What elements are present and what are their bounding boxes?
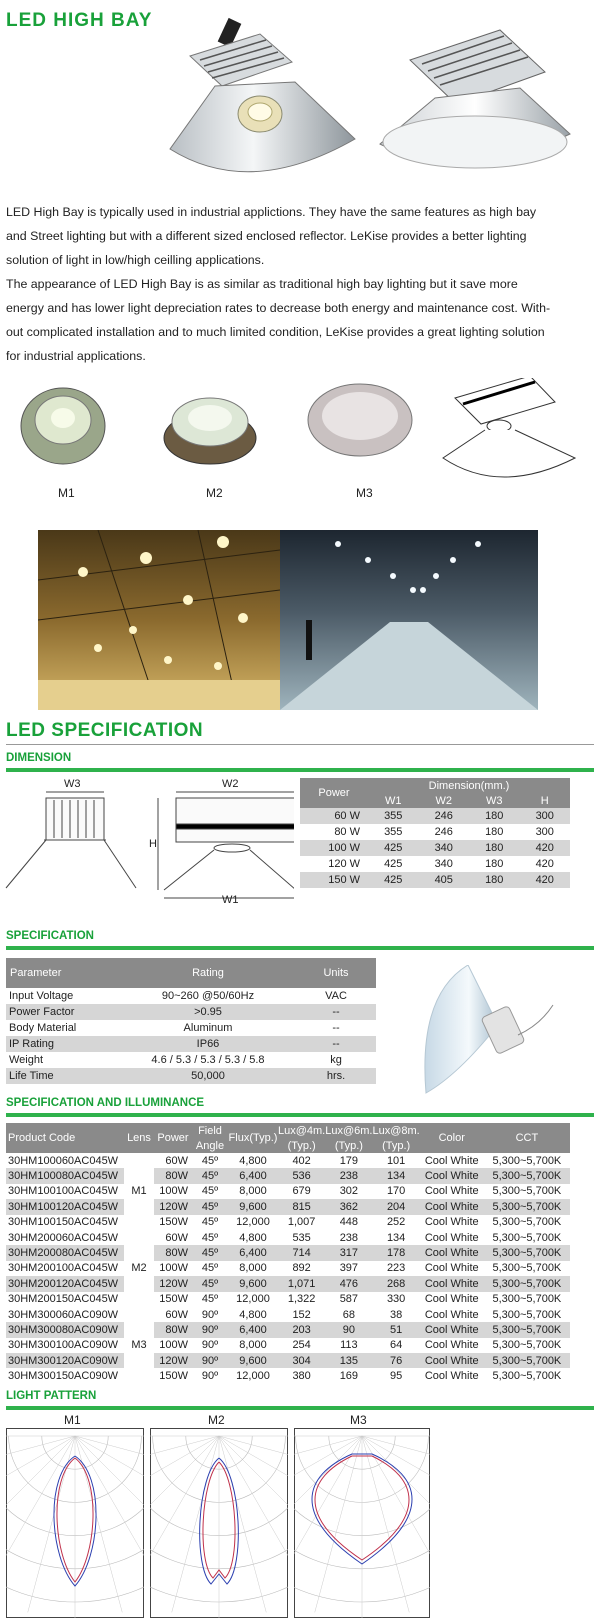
- color-cell: Cool White: [420, 1245, 484, 1260]
- angle-cell: 45º: [192, 1168, 228, 1183]
- lux4-cell: 1,071: [278, 1276, 325, 1291]
- power-cell: 60W: [165, 1308, 188, 1321]
- lux6-cell: 397: [339, 1262, 359, 1275]
- spec-parameter: Power Factor: [6, 1004, 120, 1020]
- lens-caption-m2: M2: [206, 486, 223, 500]
- lux6-cell: 302: [339, 1185, 359, 1198]
- spec-rating: >0.95: [120, 1004, 296, 1020]
- high-bay-product-photos: [160, 14, 580, 194]
- dim-header-w1: W1: [368, 794, 419, 808]
- ill-header-code: Product Code: [6, 1123, 124, 1153]
- specification-row: [6, 1068, 376, 1084]
- lux8-cell: 252: [386, 1216, 406, 1229]
- power-cell: 80W: [154, 1168, 192, 1183]
- power-cell: 100W: [159, 1339, 188, 1352]
- specification-row: [6, 1020, 376, 1036]
- color-cell: Cool White: [424, 1293, 479, 1306]
- spec-rating: Aluminum: [183, 1022, 233, 1034]
- spec-parameter: Life Time: [6, 1068, 120, 1084]
- dimension-cell: 425: [384, 858, 403, 870]
- lens-cell: [124, 1215, 154, 1230]
- angle-cell: 90º: [201, 1370, 219, 1383]
- power-cell: 100W: [159, 1262, 188, 1275]
- lens-cell: [124, 1307, 154, 1322]
- specification-bar: [6, 946, 594, 950]
- intro-line: LED High Bay is typically used in industrial applictions. They have the same features as high bay: [6, 205, 537, 219]
- product-code: 30HM200150AC045W: [8, 1293, 119, 1306]
- lux6-cell: 169: [339, 1370, 359, 1383]
- flux-cell: 9,600: [228, 1276, 278, 1291]
- specification-row: [6, 1004, 376, 1020]
- lux8-cell: 76: [373, 1353, 420, 1368]
- warehouse-photo-cool: [280, 530, 538, 710]
- lens-m1-image: [21, 388, 105, 464]
- cct-cell: 5,300~5,700K: [484, 1245, 570, 1260]
- flux-cell: 8,000: [239, 1339, 267, 1352]
- lens-cell: [124, 1353, 154, 1368]
- dimension-cell: 180: [485, 858, 504, 870]
- color-cell: Cool White: [420, 1168, 484, 1183]
- ill-header-field: Field: [192, 1123, 228, 1138]
- flux-cell: 6,400: [228, 1168, 278, 1183]
- lux4-cell: 1,322: [287, 1293, 316, 1306]
- page-title: LED HIGH BAY: [6, 10, 153, 31]
- ill-header-lux8: Lux@8m.: [372, 1124, 420, 1137]
- lux8-cell: 101: [386, 1154, 406, 1167]
- intro-line: for industrial applications.: [6, 349, 146, 363]
- power-cell: 150W: [159, 1370, 188, 1383]
- power-cell: 120W: [154, 1199, 192, 1214]
- spec-header-rating: Rating: [120, 958, 296, 988]
- flux-cell: 4,800: [239, 1154, 267, 1167]
- illuminance-row: [6, 1307, 570, 1322]
- ill-header-power: Power: [154, 1123, 192, 1153]
- lens-cell: [124, 1292, 154, 1307]
- lux8-cell: 134: [373, 1168, 420, 1183]
- polar-chart-m1: [6, 1428, 144, 1623]
- flux-cell: 12,000: [236, 1216, 270, 1229]
- illuminance-label: SPECIFICATION AND ILLUMINANCE: [6, 1097, 205, 1109]
- dimension-label: DIMENSION: [6, 752, 72, 764]
- angle-cell: 45º: [201, 1185, 219, 1198]
- illuminance-row: [6, 1276, 570, 1291]
- flux-cell: 12,000: [236, 1370, 270, 1383]
- product-code: 30HM200080AC045W: [6, 1245, 124, 1260]
- spec-header-parameter: Parameter: [6, 958, 120, 988]
- dimension-cell: 60 W: [300, 808, 368, 824]
- dimension-cell: 420: [520, 872, 571, 888]
- lens-cell: [124, 1153, 154, 1168]
- lens-m2-image: [164, 398, 256, 464]
- dimension-cell: 425: [368, 872, 419, 888]
- spec-parameter: IP Rating: [6, 1036, 120, 1052]
- cct-cell: 5,300~5,700K: [492, 1185, 562, 1198]
- lux4-cell: 254: [292, 1339, 311, 1352]
- dimension-cell: 180: [469, 840, 520, 856]
- intro-paragraph-1: [6, 200, 594, 272]
- dimension-cell: 246: [434, 826, 453, 838]
- dimension-cell: 340: [434, 858, 453, 870]
- lens-caption-m1: M1: [58, 486, 75, 500]
- lux8-cell: 134: [386, 1231, 406, 1244]
- illuminance-table: [6, 1123, 570, 1384]
- spec-heading: LED SPECIFICATION: [6, 720, 204, 741]
- flux-cell: 12,000: [236, 1293, 270, 1306]
- lens-cell: [124, 1230, 154, 1245]
- spec-units: --: [296, 1036, 376, 1052]
- illuminance-row: [6, 1199, 570, 1214]
- product-code: 30HM100080AC045W: [6, 1168, 124, 1183]
- light-pattern-bar: [6, 1406, 594, 1410]
- ill-header-lux4: Lux@4m.: [278, 1124, 326, 1137]
- ill-header-lens: Lens: [124, 1123, 154, 1153]
- dimension-cell: 100 W: [300, 840, 368, 856]
- dimension-cell: 180: [469, 808, 520, 824]
- spec-header-units: Units: [296, 958, 376, 988]
- cct-cell: 5,300~5,700K: [492, 1262, 562, 1275]
- lux6-cell: 448: [339, 1216, 359, 1229]
- cct-cell: 5,300~5,700K: [492, 1308, 562, 1321]
- lux8-cell: 223: [386, 1262, 406, 1275]
- dimension-cell: 180: [469, 872, 520, 888]
- dimension-cell: 355: [384, 826, 403, 838]
- illuminance-row: [6, 1245, 570, 1260]
- lineart-lamp-image: [443, 378, 575, 477]
- power-cell: 80W: [154, 1245, 192, 1260]
- dim-header-dimension: Dimension(mm.): [368, 778, 570, 794]
- product-code: 30HM100060AC045W: [8, 1154, 119, 1167]
- lux6-cell: 362: [325, 1199, 372, 1214]
- cct-cell: 5,300~5,700K: [484, 1353, 570, 1368]
- lux6-cell: 90: [325, 1322, 372, 1337]
- power-cell: 80W: [154, 1322, 192, 1337]
- dim-header-w3: W3: [469, 794, 520, 808]
- lux4-cell: 1,007: [287, 1216, 316, 1229]
- color-cell: Cool White: [424, 1231, 479, 1244]
- lux4-cell: 679: [292, 1185, 311, 1198]
- illuminance-row: [6, 1292, 570, 1307]
- pattern-title-m3: M3: [350, 1413, 367, 1427]
- lux6-cell: 135: [325, 1353, 372, 1368]
- lux6-cell: 587: [339, 1293, 359, 1306]
- lux8-cell: 204: [373, 1199, 420, 1214]
- spec-units: --: [296, 1004, 376, 1020]
- power-cell: 120W: [154, 1276, 192, 1291]
- lens-cell: [124, 1245, 154, 1260]
- dimension-cell: 340: [419, 840, 470, 856]
- lux8-cell: 64: [390, 1339, 403, 1352]
- lux4-cell: 203: [278, 1322, 325, 1337]
- color-cell: Cool White: [420, 1322, 484, 1337]
- high-bay-photo-right: [380, 30, 570, 168]
- lux8-cell: 330: [386, 1293, 406, 1306]
- cct-cell: 5,300~5,700K: [492, 1231, 562, 1244]
- ill-header-angle: Angle: [192, 1138, 228, 1153]
- lux4-cell: 536: [278, 1168, 325, 1183]
- lux4-cell: 304: [278, 1353, 325, 1368]
- illuminance-row: [6, 1261, 570, 1276]
- cct-cell: 5,300~5,700K: [492, 1293, 562, 1306]
- lux4-cell: 714: [278, 1245, 325, 1260]
- color-cell: Cool White: [420, 1353, 484, 1368]
- illuminance-row: [6, 1230, 570, 1245]
- ill-header-lux6: Lux@6m.: [325, 1124, 373, 1137]
- lux4-cell: 380: [292, 1370, 311, 1383]
- ill-header-color: Color: [420, 1123, 484, 1153]
- spec-rating: 90~260 @50/60Hz: [161, 990, 255, 1002]
- dimension-cell: 120 W: [328, 858, 360, 870]
- product-code: 30HM100150AC045W: [8, 1216, 119, 1229]
- dim-label-w3: W3: [64, 778, 81, 790]
- ill-header-flux: Flux(Typ.): [228, 1123, 278, 1153]
- lens-caption-m3: M3: [356, 486, 373, 500]
- dimension-cell: 425: [368, 840, 419, 856]
- dimension-row: [300, 808, 570, 824]
- flux-cell: 4,800: [239, 1231, 267, 1244]
- dimension-cell: 420: [535, 858, 554, 870]
- color-cell: Cool White: [424, 1262, 479, 1275]
- dimension-cell: 80 W: [334, 826, 360, 838]
- angle-cell: 90º: [192, 1322, 228, 1337]
- flux-cell: 4,800: [239, 1308, 267, 1321]
- angle-cell: 90º: [201, 1308, 219, 1321]
- spec-parameter: Weight: [9, 1054, 44, 1066]
- intro-line: and Street lighting but with a different sized enclosed reflector. LeKise provides a better lighting: [6, 229, 527, 243]
- flux-cell: 6,400: [228, 1245, 278, 1260]
- lux8-cell: 51: [373, 1322, 420, 1337]
- lens-cell: M2: [124, 1261, 154, 1276]
- dimension-side-view: [6, 792, 136, 888]
- cct-cell: 5,300~5,700K: [484, 1322, 570, 1337]
- spec-parameter: Input Voltage: [9, 990, 74, 1002]
- specification-row: [6, 1036, 376, 1052]
- intro-line: out complicated installation and to much limited condition, LeKise provides a great lighting solution: [6, 325, 545, 339]
- color-cell: Cool White: [424, 1185, 479, 1198]
- product-code: 30HM300100AC090W: [8, 1339, 119, 1352]
- specification-row: [6, 988, 376, 1004]
- specification-row: [6, 1052, 376, 1068]
- power-cell: 100W: [159, 1185, 188, 1198]
- dimension-cell: 300: [520, 808, 571, 824]
- polar-chart-m2: [150, 1428, 288, 1623]
- spec-units: VAC: [325, 990, 347, 1002]
- spec-heading-rule: [6, 744, 594, 745]
- lux6-cell: 113: [340, 1339, 358, 1352]
- power-cell: 120W: [154, 1353, 192, 1368]
- flux-cell: 8,000: [239, 1185, 267, 1198]
- angle-cell: 45º: [201, 1231, 219, 1244]
- angle-cell: 45º: [192, 1276, 228, 1291]
- lens-cell: [124, 1368, 154, 1383]
- dim-header-h: H: [520, 794, 571, 808]
- product-code: 30HM200060AC045W: [8, 1231, 119, 1244]
- lux6-cell: 476: [325, 1276, 372, 1291]
- flux-cell: 6,400: [228, 1322, 278, 1337]
- color-cell: Cool White: [424, 1308, 479, 1321]
- color-cell: Cool White: [420, 1199, 484, 1214]
- polar-chart-m3: [294, 1428, 430, 1623]
- spec-rating: IP66: [120, 1036, 296, 1052]
- power-cell: 60W: [165, 1231, 188, 1244]
- lux6-cell: 179: [339, 1154, 359, 1167]
- lens-cell: M1: [124, 1184, 154, 1199]
- color-cell: Cool White: [424, 1216, 479, 1229]
- product-code: 30HM300080AC090W: [6, 1322, 124, 1337]
- lux8-cell: 170: [386, 1185, 406, 1198]
- pattern-title-m2: M2: [208, 1413, 225, 1427]
- lens-cell: [124, 1322, 154, 1337]
- product-code: 30HM100120AC045W: [6, 1199, 124, 1214]
- lens-m3-image: [308, 384, 412, 456]
- spec-lamp-image: [418, 965, 558, 1095]
- lens-cell: M3: [124, 1338, 154, 1353]
- product-code: 30HM300120AC090W: [6, 1353, 124, 1368]
- cct-cell: 5,300~5,700K: [492, 1339, 562, 1352]
- dimension-cell: 420: [520, 840, 571, 856]
- specification-table: [6, 958, 376, 1084]
- lux4-cell: 402: [292, 1154, 311, 1167]
- intro-line: energy and has lower light depreciation rates to decrease both energy and maintenance cost. With-: [6, 301, 551, 315]
- color-cell: Cool White: [424, 1370, 479, 1383]
- product-code: 30HM300150AC090W: [8, 1370, 119, 1383]
- dim-label-w1: W1: [222, 894, 239, 906]
- ill-header-cct: CCT: [484, 1123, 570, 1153]
- lux6-cell: 317: [325, 1245, 372, 1260]
- lux4-cell: 535: [292, 1231, 311, 1244]
- angle-cell: 45º: [201, 1216, 219, 1229]
- lens-images: [15, 378, 590, 488]
- ill-header-typ-4m: (Typ.): [278, 1138, 325, 1153]
- cct-cell: 5,300~5,700K: [492, 1216, 562, 1229]
- power-cell: 150W: [159, 1293, 188, 1306]
- lens-cell: [124, 1168, 154, 1183]
- color-cell: Cool White: [420, 1276, 484, 1291]
- dimension-bar: [6, 768, 594, 772]
- angle-cell: 45º: [201, 1262, 219, 1275]
- dimension-cell: 180: [485, 826, 504, 838]
- illuminance-row: [6, 1338, 570, 1353]
- application-photos: [38, 530, 538, 710]
- illuminance-row: [6, 1322, 570, 1337]
- dimension-row: [300, 856, 570, 872]
- dimension-front-view: [158, 792, 294, 898]
- dimension-table: [300, 778, 570, 888]
- illuminance-row: [6, 1215, 570, 1230]
- spec-units: --: [332, 1022, 340, 1034]
- spec-units: kg: [330, 1054, 342, 1066]
- flux-cell: 8,000: [239, 1262, 267, 1275]
- spec-rating: 4.6 / 5.3 / 5.3 / 5.3 / 5.8: [151, 1054, 265, 1066]
- product-code: 30HM300060AC090W: [8, 1308, 119, 1321]
- color-cell: Cool White: [424, 1154, 479, 1167]
- cct-cell: 5,300~5,700K: [484, 1276, 570, 1291]
- product-code: 30HM200120AC045W: [6, 1276, 124, 1291]
- ill-header-typ-6m: (Typ.): [325, 1138, 372, 1153]
- lux4-cell: 152: [292, 1308, 311, 1321]
- dimension-row: [300, 840, 570, 856]
- power-cell: 60W: [165, 1154, 188, 1167]
- lux8-cell: 268: [373, 1276, 420, 1291]
- color-cell: Cool White: [424, 1339, 479, 1352]
- ill-header-typ-8m: (Typ.): [373, 1138, 420, 1153]
- dim-header-power: Power: [300, 778, 368, 808]
- angle-cell: 90º: [192, 1353, 228, 1368]
- lens-cell: [124, 1199, 154, 1214]
- illuminance-row: [6, 1184, 570, 1199]
- illuminance-bar: [6, 1113, 594, 1117]
- product-code: 30HM100100AC045W: [8, 1185, 119, 1198]
- lens-cell: [124, 1276, 154, 1291]
- dimension-row: [300, 824, 570, 840]
- lux6-cell: 238: [339, 1231, 359, 1244]
- angle-cell: 45º: [201, 1154, 219, 1167]
- lux8-cell: 178: [373, 1245, 420, 1260]
- product-code: 30HM200100AC045W: [8, 1262, 119, 1275]
- angle-cell: 90º: [201, 1339, 219, 1352]
- illuminance-row: [6, 1168, 570, 1183]
- angle-cell: 45º: [201, 1293, 219, 1306]
- dim-label-h: H: [149, 838, 157, 850]
- angle-cell: 45º: [192, 1199, 228, 1214]
- dimension-cell: 246: [419, 808, 470, 824]
- lux8-cell: 38: [390, 1308, 403, 1321]
- flux-cell: 9,600: [228, 1199, 278, 1214]
- intro-line: The appearance of LED High Bay is as similar as traditional high bay lighting but it save more: [6, 277, 518, 291]
- cct-cell: 5,300~5,700K: [492, 1370, 562, 1383]
- illuminance-row: [6, 1153, 570, 1168]
- spec-rating: 50,000: [120, 1068, 296, 1084]
- lux6-cell: 238: [325, 1168, 372, 1183]
- angle-cell: 45º: [192, 1245, 228, 1260]
- cct-cell: 5,300~5,700K: [484, 1168, 570, 1183]
- dimension-cell: 300: [535, 826, 554, 838]
- lux4-cell: 815: [278, 1199, 325, 1214]
- cct-cell: 5,300~5,700K: [484, 1199, 570, 1214]
- spec-units: hrs.: [296, 1068, 376, 1084]
- specification-label: SPECIFICATION: [6, 930, 94, 942]
- lux8-cell: 95: [390, 1370, 403, 1383]
- warehouse-photo-warm: [38, 530, 280, 710]
- light-pattern-label: LIGHT PATTERN: [6, 1390, 97, 1402]
- pattern-title-m1: M1: [64, 1413, 81, 1427]
- intro-paragraph-2: [6, 272, 594, 368]
- intro-line: solution of light in low/high ceilling applications.: [6, 253, 265, 267]
- dimension-cell: 355: [368, 808, 419, 824]
- flux-cell: 9,600: [228, 1353, 278, 1368]
- dimension-cell: 150 W: [300, 872, 368, 888]
- dim-label-w2: W2: [222, 778, 239, 790]
- dim-header-w2: W2: [419, 794, 470, 808]
- high-bay-photo-left: [170, 18, 355, 172]
- cct-cell: 5,300~5,700K: [492, 1154, 562, 1167]
- spec-parameter: Body Material: [9, 1022, 77, 1034]
- dimension-row: [300, 872, 570, 888]
- illuminance-row: [6, 1368, 570, 1383]
- illuminance-row: [6, 1353, 570, 1368]
- power-cell: 150W: [159, 1216, 188, 1229]
- lux6-cell: 68: [342, 1308, 355, 1321]
- lux4-cell: 892: [292, 1262, 311, 1275]
- dimension-cell: 405: [419, 872, 470, 888]
